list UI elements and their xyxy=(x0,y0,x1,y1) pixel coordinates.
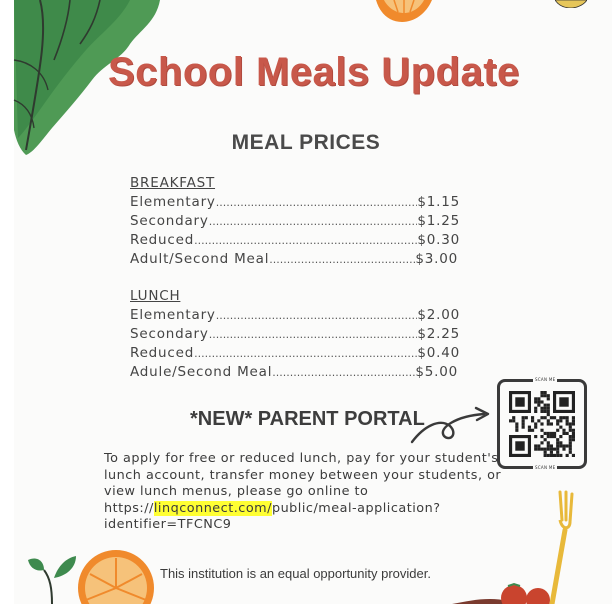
qr-scan-label: SCAN ME xyxy=(535,377,556,382)
price-row xyxy=(130,193,460,212)
lunch-section xyxy=(130,287,460,382)
price-value: $2.00 xyxy=(417,307,460,323)
orange-slice-top-icon xyxy=(374,0,434,22)
leaf-sprout-icon xyxy=(28,548,78,604)
page-title: School Meals Update xyxy=(108,50,520,94)
portal-url-highlight: linqconnect.com/ xyxy=(153,500,272,516)
curly-arrow-icon xyxy=(410,404,492,446)
price-label: Adule/Second Meal xyxy=(130,364,273,380)
breakfast-section xyxy=(130,174,460,269)
price-row xyxy=(130,306,460,325)
lemon-top-icon xyxy=(555,0,587,8)
price-row xyxy=(130,325,460,344)
lunch-heading: LUNCH xyxy=(130,288,181,304)
price-label: Elementary xyxy=(130,307,216,323)
meal-prices-heading: MEAL PRICES xyxy=(231,131,381,154)
price-label: Secondary xyxy=(130,326,209,342)
qr-code[interactable]: SCAN ME SCAN ME xyxy=(497,379,587,469)
price-value: $1.25 xyxy=(417,213,460,229)
price-row xyxy=(130,344,460,363)
portal-url[interactable]: https://linqconnect.com/public/meal-application? identifier=TFCNC9 xyxy=(104,500,441,532)
price-label: Reduced xyxy=(130,232,195,248)
price-value: $0.40 xyxy=(417,345,460,361)
portal-body-text: To apply for free or reduced lunch, pay for your student's lunch account, transfer money between your students, or view lunch menus, please go online to xyxy=(104,451,502,499)
breakfast-heading: BREAKFAST xyxy=(130,175,216,191)
fork-icon xyxy=(540,490,580,604)
price-value: $3.00 xyxy=(415,251,458,267)
portal-heading: *NEW* PARENT PORTAL xyxy=(190,408,425,430)
price-value: $0.30 xyxy=(417,232,460,248)
qr-pattern xyxy=(509,391,575,457)
price-row xyxy=(130,212,460,231)
price-label: Secondary xyxy=(130,213,209,229)
orange-slice-bottom-icon xyxy=(76,548,156,604)
price-label: Elementary xyxy=(130,194,216,210)
price-row xyxy=(130,231,460,250)
price-value: $1.15 xyxy=(417,194,460,210)
equal-opportunity-statement: This institution is an equal opportunity provider. xyxy=(160,566,431,581)
price-label: Adult/Second Meal xyxy=(130,251,270,267)
price-row xyxy=(130,363,458,382)
price-label: Reduced xyxy=(130,345,195,361)
price-value: $2.25 xyxy=(417,326,460,342)
price-value: $5.00 xyxy=(415,364,458,380)
portal-instructions xyxy=(104,451,524,534)
tomatoes-icon xyxy=(452,576,552,604)
price-row xyxy=(130,250,458,269)
